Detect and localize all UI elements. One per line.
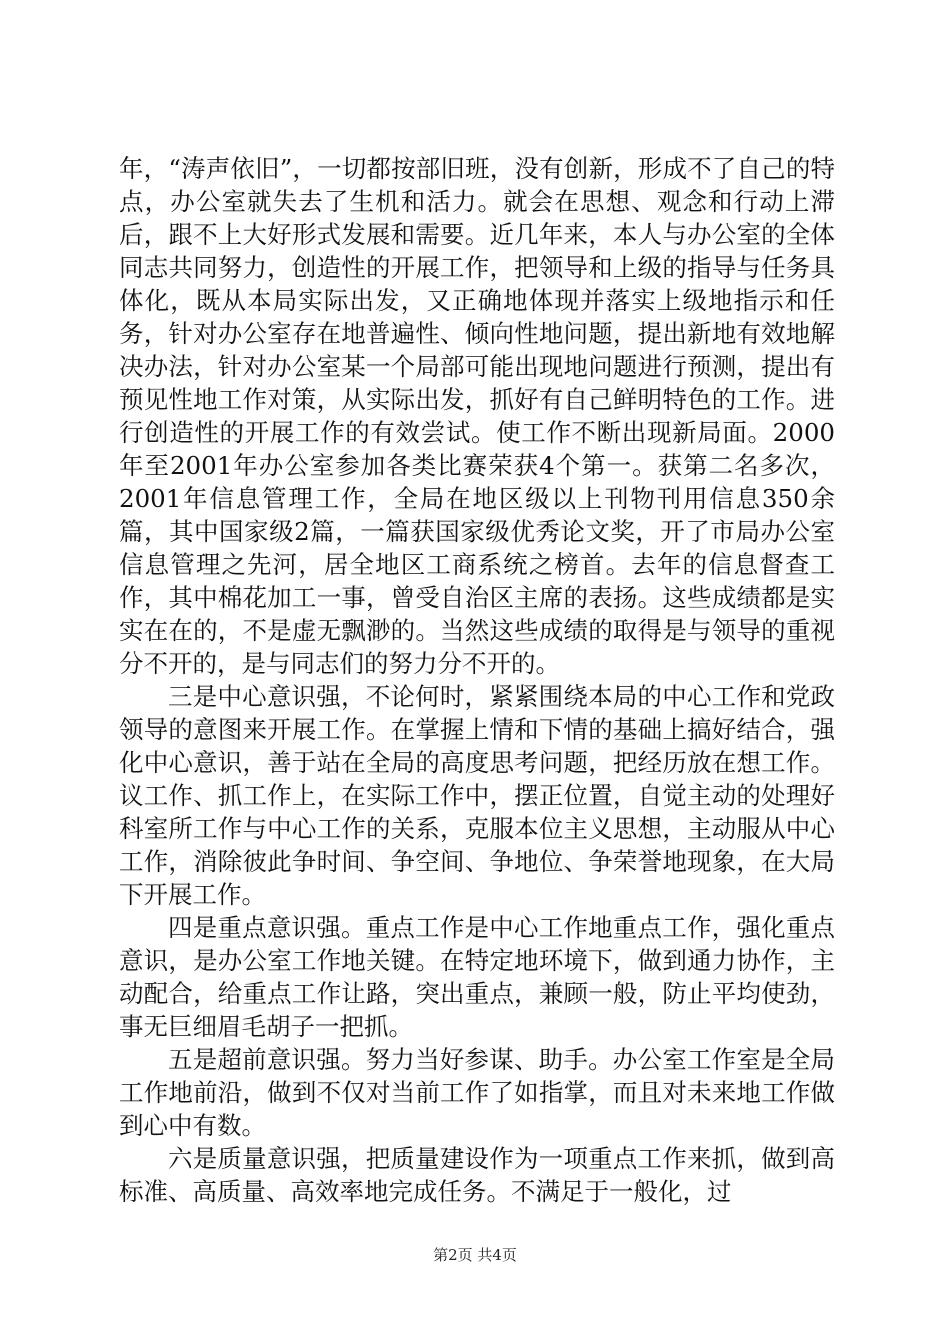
- document-body: [119, 152, 835, 1208]
- paragraph-quality-awareness: 六是质量意识强，把质量建设作为一项重点工作来抓，做到高标准、高质量、高效率地完成任务。不满足于一般化，过: [119, 1144, 835, 1206]
- paragraph-continuation: 年，“涛声依旧”，一切都按部旧班，没有创新，形成不了自己的特点，办公室就失去了生机和活力。就会在思想、观念和行动上滞后，跟不上大好形式发展和需要。近几年来，本人与办公室的全体同志共同努力，创造性的开展工作，把领导和上级的指导与任务具体化，既从本局实际出发，又正确地体现并落实上级地指示和任务，针对办公室存在地普遍性、倾向性地问题，提出新地有效地解决办法，针对办公室某一个局部可能出现地问题进行预测，提出有预见性地工作对策，从实际出发，抓好有自己鲜明特色的工作。进行创造性的开展工作的有效尝试。使工作不断出现新局面。2000年至2001年办公室参加各类比赛荣获4个第一。获第二名多次，2001年信息管理工作，全局在地区级以上刊物刊用信息350余篇，其中国家级2篇，一篇获国家级优秀论文奖，开了市局办公室信息管理之先河，居全地区工商系统之榜首。去年的信息督查工作，其中棉花加工一事，曾受自治区主席的表扬。这些成绩都是实实在在的，不是虚无飘渺的。当然这些成绩的取得是与领导的重视分不开的，是与同志们的努力分不开的。: [119, 154, 835, 678]
- page-number-footer: 第2页 共4页: [433, 1246, 517, 1264]
- paragraph-center-awareness: 三是中心意识强，不论何时，紧紧围绕本局的中心工作和党政领导的意图来开展工作。在掌握上情和下情的基础上搞好结合，强化中心意识，善于站在全局的高度思考问题，把经历放在想工作。议工作、抓工作上，在实际工作中，摆正位置，自觉主动的处理好科室所工作与中心工作的关系，克服本位主义思想，主动服从中心工作，消除彼此争时间、争空间、争地位、争荣誉地现象，在大局下开展工作。: [119, 682, 835, 909]
- paragraph-foresight-awareness: 五是超前意识强。努力当好参谋、助手。办公室工作室是全局工作地前沿，做到不仅对当前工作了如指掌，而且对未来地工作做到心中有数。: [119, 1045, 835, 1140]
- paragraph-key-awareness: 四是重点意识强。重点工作是中心工作地重点工作，强化重点意识，是办公室工作地关键。在特定地环境下，做到通力协作，主动配合，给重点工作让路，突出重点，兼顾一般，防止平均使劲，事无巨细眉毛胡子一把抓。: [119, 913, 835, 1041]
